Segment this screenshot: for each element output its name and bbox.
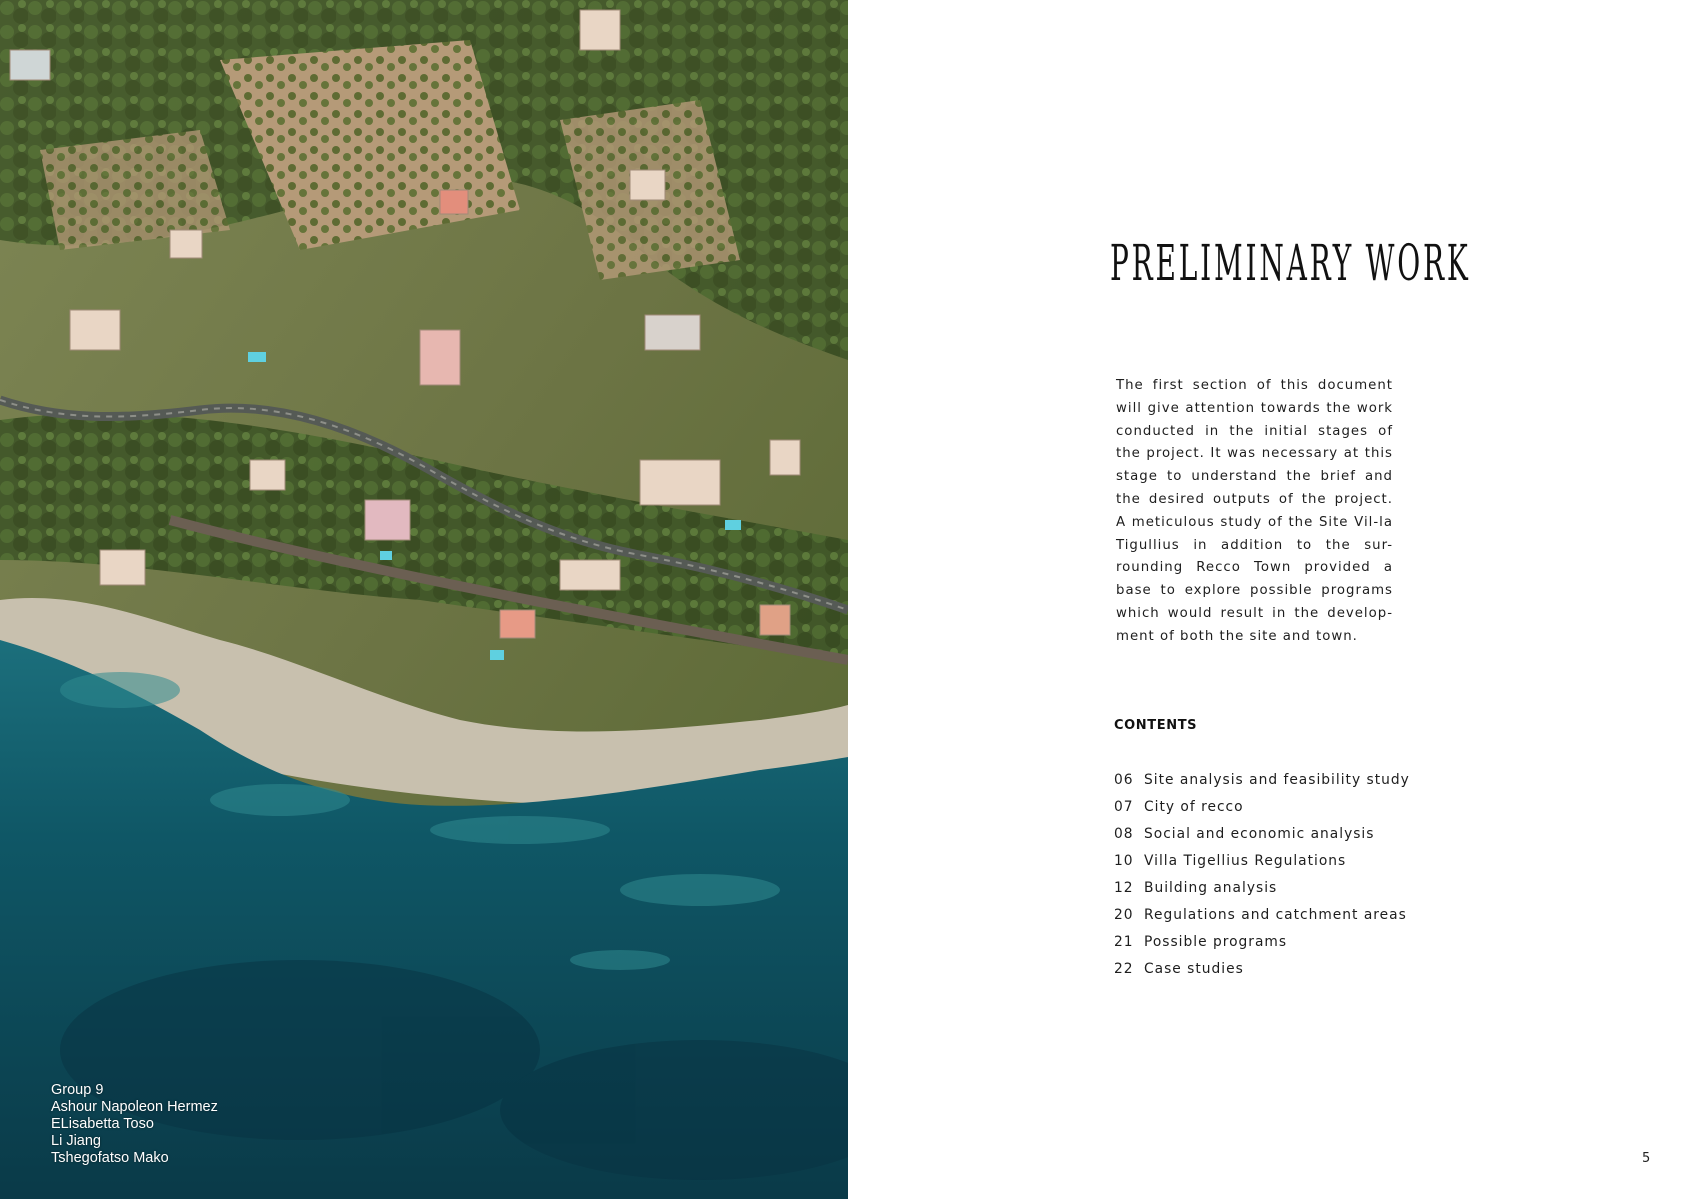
group-credits: [51, 1082, 218, 1167]
credit-line: Group 9: [51, 1082, 104, 1098]
toc-page-number: 22: [1114, 961, 1134, 977]
toc-page-number: 12: [1114, 880, 1134, 896]
toc-page-number: 20: [1114, 907, 1134, 923]
toc-label: Building analysis: [1144, 880, 1278, 896]
credit-line: ELisabetta Toso: [51, 1116, 154, 1132]
toc-label: City of recco: [1144, 799, 1244, 815]
toc-item[interactable]: [1114, 956, 1410, 983]
toc-item[interactable]: [1114, 794, 1410, 821]
toc-item[interactable]: [1114, 875, 1410, 902]
toc-item[interactable]: [1114, 902, 1410, 929]
toc-item[interactable]: [1114, 929, 1410, 956]
toc-label: Possible programs: [1144, 934, 1288, 950]
credit-line: Ashour Napoleon Hermez: [51, 1099, 218, 1115]
toc-page-number: 10: [1114, 853, 1134, 869]
page-title: PRELIMINARY WORK: [1110, 234, 1471, 292]
table-of-contents: [1114, 767, 1410, 983]
toc-page-number: 06: [1114, 772, 1134, 788]
toc-page-number: 21: [1114, 934, 1134, 950]
toc-item[interactable]: [1114, 767, 1410, 794]
toc-label: Case studies: [1144, 961, 1244, 977]
page-number: 5: [1642, 1151, 1651, 1166]
toc-label: Social and economic analysis: [1144, 826, 1375, 842]
intro-paragraph: The first section of this document will give attention towards the work conducted in the initial stages of the project. It was necessary at this stage to understand the brief and the desired outputs of the project. A meticulous study of the Site Vil-la Tigullius in addition to the sur-rounding Recco Town provided a base to explore possible programs which would result in the develop-ment of both the site and town.: [1116, 378, 1393, 644]
toc-page-number: 07: [1114, 799, 1134, 815]
toc-item[interactable]: [1114, 821, 1410, 848]
toc-label: Villa Tigellius Regulations: [1144, 853, 1347, 869]
credit-line: Li Jiang: [51, 1133, 101, 1149]
toc-label: Site analysis and feasibility study: [1144, 772, 1410, 788]
toc-item[interactable]: [1114, 848, 1410, 875]
toc-page-number: 08: [1114, 826, 1134, 842]
credit-line: Tshegofatso Mako: [51, 1150, 169, 1166]
toc-label: Regulations and catchment areas: [1144, 907, 1407, 923]
contents-heading: CONTENTS: [1114, 718, 1198, 733]
